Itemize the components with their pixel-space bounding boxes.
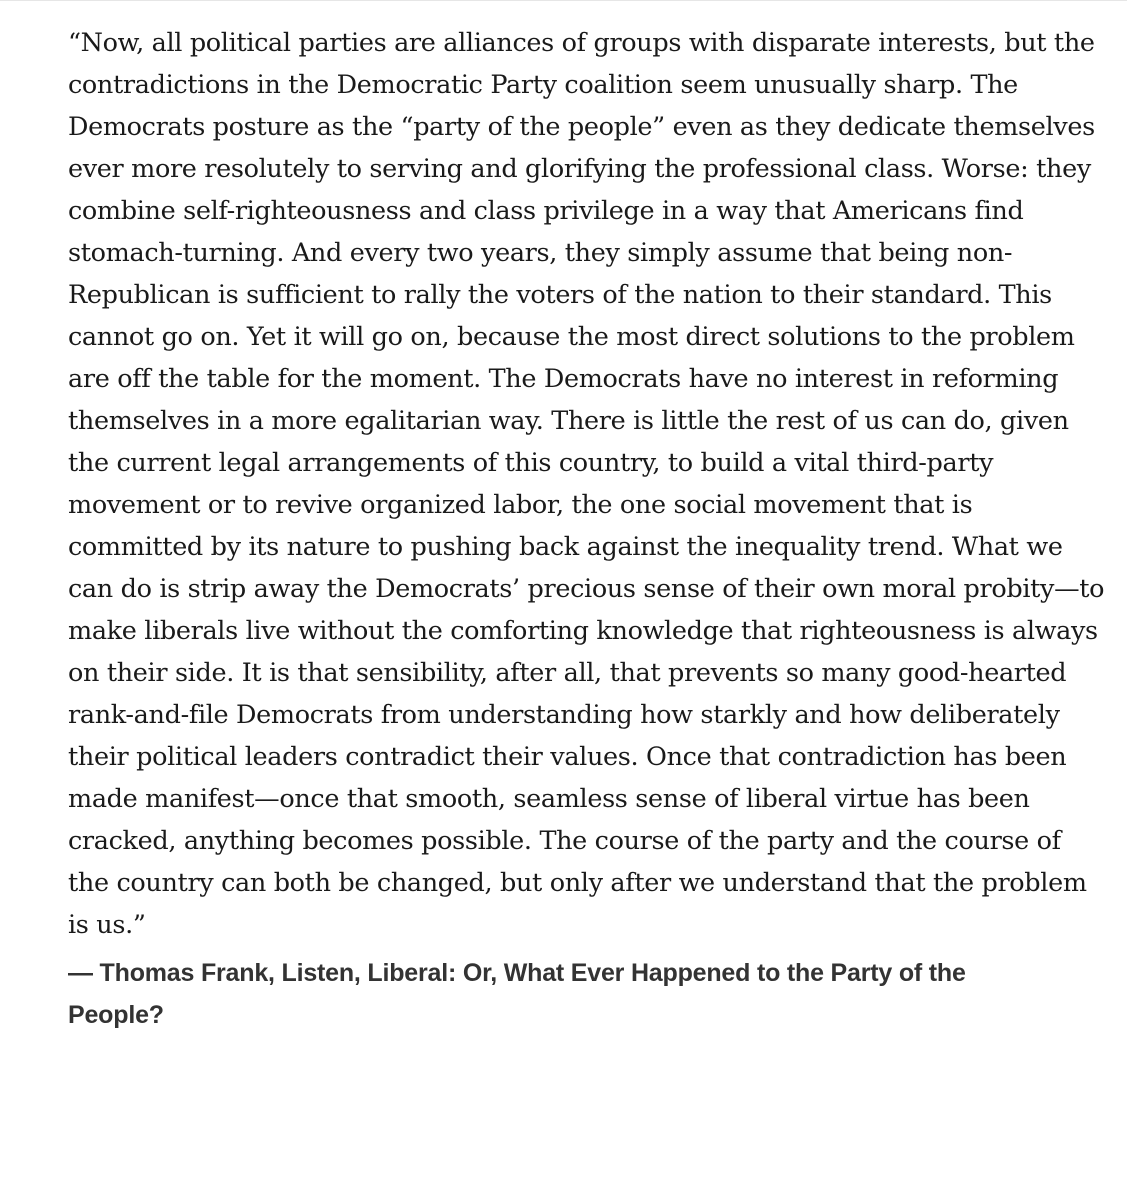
top-divider — [0, 0, 1127, 1]
quote-card — [68, 22, 1108, 1036]
quote-attribution: ― Thomas Frank, Listen, Liberal: Or, What Ever Happened to the Party of the People? — [68, 959, 966, 1029]
quote-text: “Now, all political parties are alliances of groups with disparate interests, but the contradictions in the Democratic Party coalition seem unusually sharp. The Democrats posture as the “party of the people” even as they dedicate themselves ever more resolutely to serving and glorifying the professional class. Worse: they combine self-righteousness and class privilege in a way that Americans find stomach-turning. And every two years, they simply assume that being non-Republican is sufficient to rally the voters of the nation to their standard. This cannot go on. Yet it will go on, because the most direct solutions to the problem are off the table for the moment. The Democrats have no interest in reforming themselves in a more egalitarian way. There is little the rest of us can do, given the current legal arrangements of this country, to build a vital third-party movement or to revive organized labor, the one social movement that is committed by its nature to pushing back against the inequality trend. What we can do is strip away the Democrats’ precious sense of their own moral probity—to make liberals live without the comforting knowledge that righteousness is always on their side. It is that sensibility, after all, that prevents so many good-hearted rank-and-file Democrats from understanding how starkly and how deliberately their political leaders contradict their values. Once that contradiction has been made manifest—once that smooth, seamless sense of liberal virtue has been cracked, anything becomes possible. The course of the party and the course of the country can both be changed, but only after we understand that the problem is us.” — [68, 28, 1105, 940]
